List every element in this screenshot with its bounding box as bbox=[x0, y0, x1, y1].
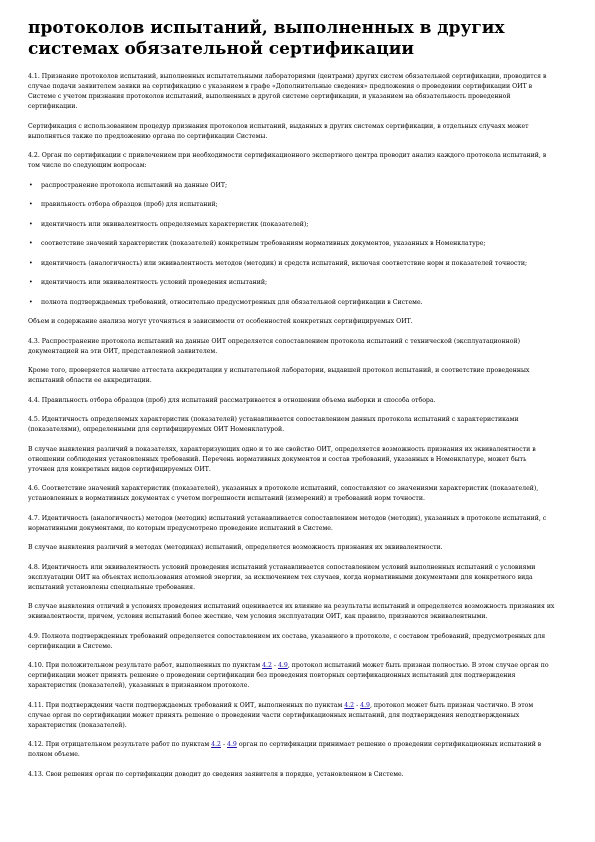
paragraph-analysis-scope: Объем и содержание анализа могут уточняться в зависимости от особенностей конкретных сертифицируемых ОИТ. bbox=[28, 318, 413, 325]
paragraph-accreditation: Кроме того, проверяется наличие аттестата аккредитации у испытательной лаборатории, выдавшей протокол испытаний, и соответствие проведенных испытаний области ее аккредитации. bbox=[28, 367, 530, 384]
bullet-item: • распространение протокола испытаний на данные ОИТ; bbox=[28, 181, 555, 191]
link-separator: - bbox=[354, 701, 361, 709]
paragraph-text: орган по сертификации принимает решение о проведении сертификационных испытаний в полном объеме. bbox=[28, 741, 542, 758]
paragraph-4-9: 4.9. Полнота подтвержденных требований определяется сопоставлением их состава, указанного в протоколе, с составом требований, предусмотренных для сертификации в Системе. bbox=[28, 632, 546, 650]
bullet-item: • правильность отбора образцов (проб) для испытаний; bbox=[28, 200, 555, 210]
paragraph-differences: В случае выявления различий в показателях, характеризующих одно и то же свойство ОИТ, определяется возможность признания их эквивалентности в отношении соблюдения установленных требований. Перечень нормативных документов и состав требований, указанных в Номенклатуре, может быть уточнен для конкретных видов сертифицируемых ОИТ. bbox=[28, 445, 536, 473]
paragraph-4-11 bbox=[28, 701, 555, 731]
link-clause-4-9[interactable]: 4.9 bbox=[278, 662, 288, 669]
link-clause-4-9[interactable]: 4.9 bbox=[227, 741, 237, 748]
link-separator: - bbox=[271, 662, 278, 669]
paragraph-4-8: 4.8. Идентичность или эквивалентность условий проведения испытаний устанавливается сопоставлением условий выполненных испытаний с условиями эксплуатации ОИТ на объектах использования атомной энергии, за исключением тех случаев, когда нормативными документами для конкретного вида испытаний установлены специальные требования. bbox=[28, 563, 536, 591]
paragraph-text: 4.11. При подтверждении части подтверждаемых требований к ОИТ, выполненных по пунктам bbox=[28, 701, 345, 709]
paragraph-certification-note: Сертификация с использованием процедур признания протоколов испытаний, выданных в других системах сертификации, в отдельных случаях может выполняться также по предложению органа по сертификации Системы. bbox=[28, 122, 529, 140]
paragraph-text: 4.10. При положительном результате работ, выполненных по пунктам bbox=[28, 662, 263, 669]
paragraph-4-4: 4.4. Правильность отбора образцов (проб) для испытаний рассматривается в отношении объема выборки и способа отбора. bbox=[28, 396, 436, 404]
paragraph-4-13: 4.13. Свои решения орган по сертификации доводит до сведения заявителя в порядке, установленном в Системе. bbox=[28, 770, 404, 778]
paragraph-4-6: 4.6. Соответствие значений характеристик (показателей), указанных в протоколе испытаний, сопоставляют со значениями характеристик (показателей), установленных в нормативных документах с учетом погрешности испытаний (измерений) и требований норм точности. bbox=[28, 485, 539, 502]
paragraph-4-7: 4.7. Идентичность (аналогичность) методов (методик) испытаний устанавливается сопоставлением методов (методик), указанных в протоколе испытаний, с нормативными документами, по которым предусмотрено проведение испытаний в Системе. bbox=[28, 514, 547, 532]
paragraph-conditions-differences: В случае выявления отличий в условиях проведения испытаний оценивается их влияние на результаты испытаний и определяется возможность признания их эквивалентности, причем, условия испытаний более жесткие, чем условия эксплуатации ОИТ, как правило, признаются эквивалентными. bbox=[28, 603, 555, 620]
paragraph-text: , протокол может быть признан частично. В этом случае орган по сертификации может принять решение о проведении части сертификационных испытаний, для подтверждения неподтвержденных характеристик (показателей). bbox=[28, 701, 534, 729]
bullet-item: • идентичность или эквивалентность условий проведения испытаний; bbox=[28, 278, 555, 288]
bullet-item: • идентичность или эквивалентность определяемых характеристик (показателей); bbox=[28, 220, 555, 230]
paragraph-text: , протокол испытаний может быть признан полностью. В этом случае орган по сертификации может принять решение о проведении сертификации без проведения повторных сертификационных испытаний для подтверждения характеристик (показателей), указанных в признанном протоколе. bbox=[28, 662, 549, 689]
paragraph-4-12 bbox=[28, 740, 555, 760]
paragraph-4-3: 4.3. Распространение протокола испытаний на данные ОИТ определяется сопоставлением протокола испытаний с технической (эксплуатационной) документацией на эти ОИТ, представленной заявителем. bbox=[28, 337, 520, 355]
link-separator: - bbox=[220, 741, 228, 748]
bullet-item: • полнота подтверждаемых требований, относительно предусмотренных для обязательной сертификации в Системе. bbox=[28, 298, 555, 308]
paragraph-4-5: 4.5. Идентичность определяемых характеристик (показателей) устанавливается сопоставлением данных протокола испытаний с характеристиками (показателями), определенными для сертифицируемых ОИТ Номенклатурой. bbox=[28, 416, 519, 433]
bullet-item: • соответствие значений характеристик (показателей) конкретным требованиям нормативных документов, указанных в Номенклатуре; bbox=[28, 239, 555, 249]
paragraph-4-1: 4.1. Признание протоколов испытаний, выполненных испытательными лабораториями (центрами) других систем обязательной сертификации, проводится в случае подачи заявителем заявки на сертификацию с указанием в графе «Дополнительные сведения» предложения о проведении сертификации ОИТ в Системе с учетом признания протоколов испытаний, выполненных в другой системе сертификации, и указанием на обязательность проведенной сертификации. bbox=[28, 73, 547, 110]
page-title: протоколов испытаний, выполненных в других системах обязательной сертификации bbox=[28, 18, 505, 59]
paragraph-text: 4.12. При отрицательном результате работ по пунктам bbox=[28, 741, 212, 748]
paragraph-4-10 bbox=[28, 661, 555, 691]
paragraph-4-2: 4.2. Орган по сертификации с привлечением при необходимости сертификационного экспертного центра проводит анализ каждого протокола испытаний, в том числе по следующим вопросам: bbox=[28, 152, 547, 169]
link-clause-4-9[interactable]: 4.9 bbox=[360, 701, 370, 709]
bullet-item: • идентичность (аналогичность) или эквивалентность методов (методик) и средств испытаний, включая соответствие норм и показателей точности; bbox=[28, 259, 555, 269]
link-clause-4-2[interactable]: 4.2 bbox=[262, 662, 272, 669]
link-clause-4-2[interactable]: 4.2 bbox=[211, 741, 221, 748]
link-clause-4-2[interactable]: 4.2 bbox=[344, 701, 355, 709]
paragraph-methods-differences: В случае выявления различий в методах (методиках) испытаний, определяется возможность признания их эквивалентности. bbox=[28, 544, 443, 551]
